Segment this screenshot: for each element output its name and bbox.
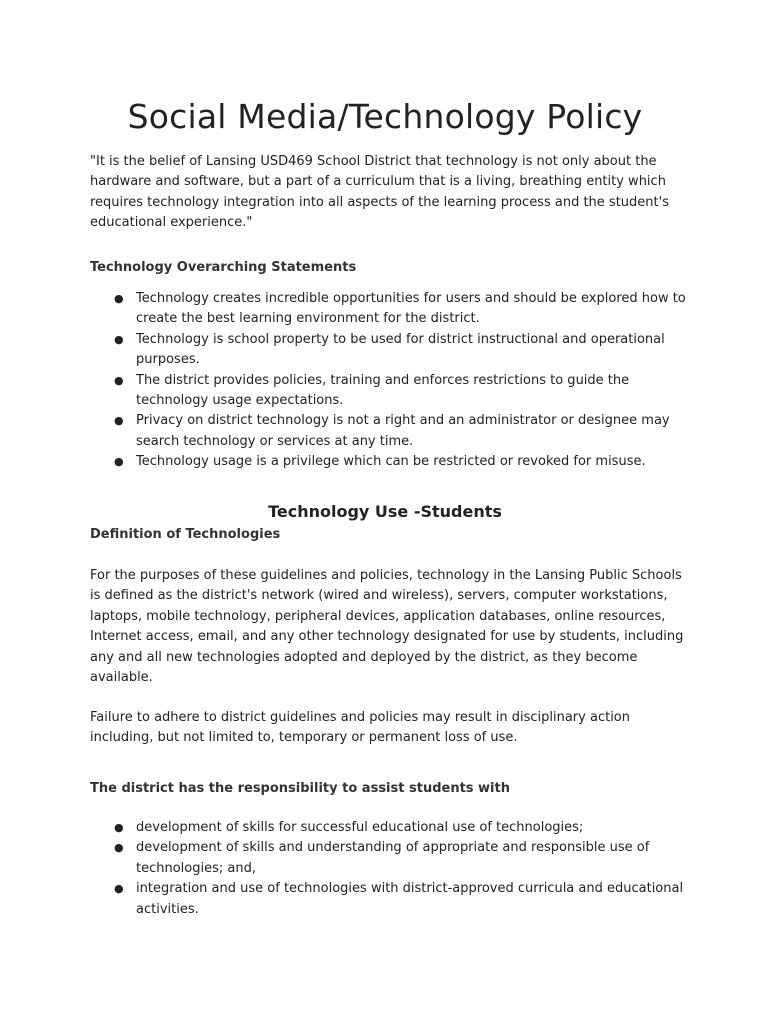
list-item: ● Technology usage is a privilege which can be restricted or revoked for misuse. bbox=[112, 452, 692, 472]
bullet-icon: ● bbox=[114, 414, 124, 428]
bullet-icon: ● bbox=[114, 332, 124, 346]
definition-heading: Definition of Technologies bbox=[90, 527, 281, 542]
failure-paragraph: Failure to adhere to district guidelines and policies may result in disciplinary action including, but not limited to, temporary or permanent loss of use. bbox=[90, 710, 630, 746]
list-item: ● development of skills for successful educational use of technologies; bbox=[112, 818, 692, 838]
overarching-list bbox=[112, 289, 692, 473]
list-item: ● Privacy on district technology is not a right and an administrator or designee may search technology or services at any time. bbox=[114, 413, 670, 449]
intro-quote: "It is the belief of Lansing USD469 School District that technology is not only about the hardware and software, but a part of a curriculum that is a living, breathing entity which requires technology integration into all aspects of the learning process and the student's educational experience." bbox=[90, 154, 669, 231]
bullet-icon: ● bbox=[114, 292, 124, 305]
bullet-icon: ● bbox=[114, 821, 124, 834]
list-item: ● integration and use of technologies with district-approved curricula and educational activities. bbox=[114, 881, 684, 917]
bullet-icon: ● bbox=[114, 882, 124, 896]
bullet-icon: ● bbox=[114, 841, 124, 855]
students-section-heading: Technology Use -Students bbox=[268, 502, 502, 521]
list-item: ● The district provides policies, training and enforces restrictions to guide the technology usage expectations. bbox=[114, 372, 630, 409]
definition-paragraph: For the purposes of these guidelines and policies, technology in the Lansing Public Schools is defined as the district's network (wired and wireless), servers, computer workstations, laptops, mobile technology, peripheral devices, application databases, online resources, Internet access, email, and any other technology designated for use by students, including any and all new technologies adopted and deployed by the district, as they become available. bbox=[90, 568, 684, 686]
bullet-icon: ● bbox=[114, 373, 124, 387]
list-item: ● development of skills and understanding of appropriate and responsible use of technologies; and, bbox=[114, 840, 650, 876]
page-title: Social Media/Technology Policy bbox=[127, 97, 643, 136]
overarching-heading: Technology Overarching Statements bbox=[90, 260, 357, 275]
list-item: ● Technology is school property to be used for district instructional and operational purposes. bbox=[114, 331, 665, 368]
responsibility-heading: The district has the responsibility to assist students with bbox=[90, 781, 510, 796]
list-item: ● Technology creates incredible opportunities for users and should be explored how to create the best learning environment for the district. bbox=[114, 291, 686, 327]
bullet-icon: ● bbox=[114, 455, 124, 469]
responsibility-list bbox=[112, 818, 692, 920]
